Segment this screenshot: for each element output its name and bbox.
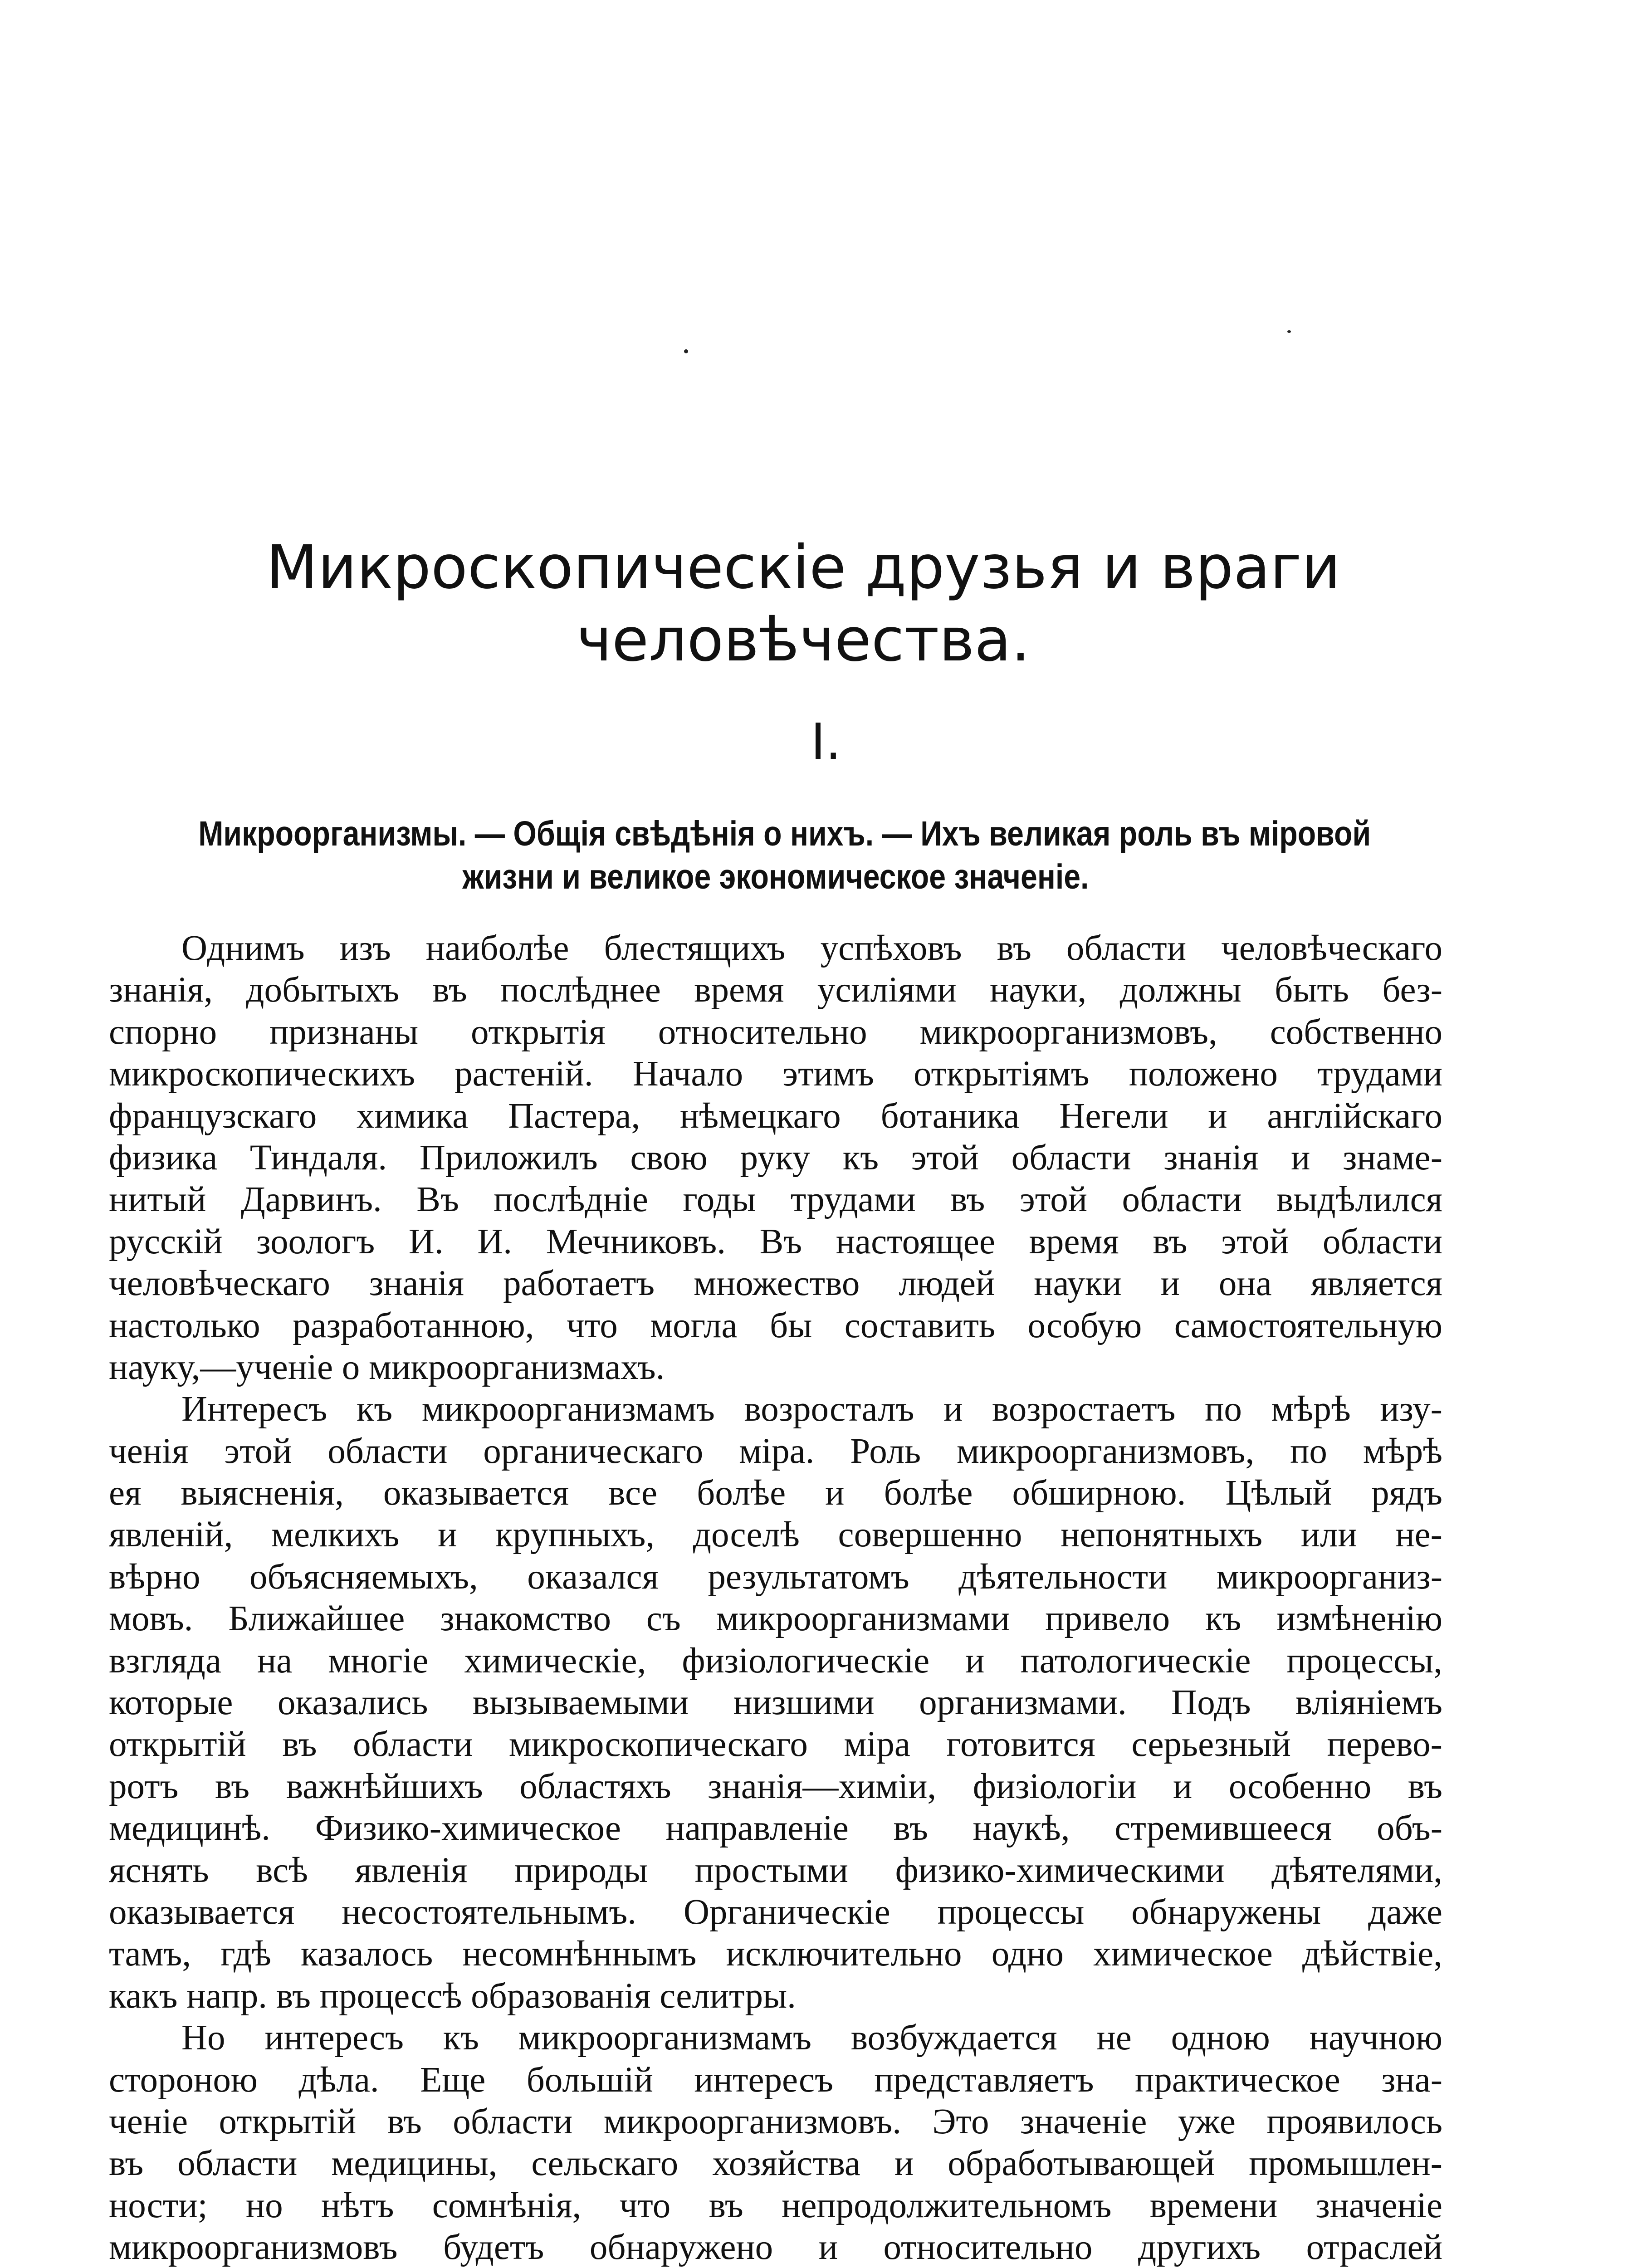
page-title-line-1: Микроскопическіе друзья и враги (266, 533, 1341, 602)
body-line: стороною дѣла. Еще большій интересъ представляетъ практическое зна- (109, 2060, 1442, 2100)
body-line: ченіе открытій въ области микроорганизмовъ. Это значеніе уже проявилось (109, 2102, 1442, 2141)
chapter-number: I. (811, 713, 841, 771)
chapter-summary-line-2: жизни и великое экономическое значеніе. (462, 857, 1089, 896)
body-line: микроорганизмовъ будетъ обнаружено и относительно другихъ отраслей (109, 2228, 1442, 2268)
body-line: какъ напр. въ процессѣ образованія селитры. (109, 1976, 796, 2016)
body-line: ченія этой области органическаго міра. Роль микроорганизмовъ, по мѣрѣ (109, 1431, 1442, 1471)
body-line: физика Тиндаля. Приложилъ свою руку къ этой области знанія и знаме- (109, 1138, 1442, 1178)
body-line: Но интересъ къ микроорганизмамъ возбуждается не одною научною (181, 2018, 1442, 2058)
body-line: настолько разработанною, что могла бы составить особую самостоятельную (109, 1305, 1442, 1345)
body-line: вѣрно объясняемыхъ, оказался результатомъ дѣятельности микроорганиз- (109, 1557, 1442, 1597)
body-line: нитый Дарвинъ. Въ послѣдніе годы трудами въ этой области выдѣлился (109, 1180, 1442, 1220)
page-title-line-2: человѣчества. (576, 605, 1031, 675)
body-line: открытій въ области микроскопическаго міра готовится серьезный перево- (109, 1725, 1442, 1765)
body-line: яснять всѣ явленія природы простыми физико-химическими дѣятелями, (109, 1850, 1442, 1890)
body-line: спорно признаны открытія относительно микроорганизмовъ, собственно (109, 1012, 1442, 1052)
body-line: тамъ, гдѣ казалось несомнѣннымъ исключительно одно химическое дѣйствіе, (109, 1934, 1442, 1974)
scan-speck (1287, 330, 1291, 333)
body-text (109, 928, 1442, 2268)
body-line: оказывается несостоятельнымъ. Органическіе процессы обнаружены даже (109, 1892, 1442, 1932)
body-line: русскій зоологъ И. И. Мечниковъ. Въ настоящее время въ этой области (109, 1222, 1442, 1261)
body-line: микроскопическихъ растеній. Начало этимъ открытіямъ положено трудами (109, 1054, 1442, 1094)
body-line: въ области медицины, сельскаго хозяйства и обработывающей промышлен- (109, 2144, 1442, 2184)
body-line: человѣческаго знанія работаетъ множество людей науки и она является (109, 1264, 1442, 1304)
body-line: Интересъ къ микроорганизмамъ возросталъ и возростаетъ по мѣрѣ изу- (181, 1389, 1442, 1429)
body-line: явленій, мелкихъ и крупныхъ, доселѣ совершенно непонятныхъ или не- (109, 1515, 1442, 1555)
body-line: знанія, добытыхъ въ послѣднее время усиліями науки, должны быть без- (109, 970, 1442, 1010)
body-line: мовъ. Ближайшее знакомство съ микроорганизмами привело къ измѣненію (109, 1599, 1442, 1639)
scan-speck (684, 349, 688, 353)
body-line: французскаго химика Пастера, нѣмецкаго ботаника Негели и англійскаго (109, 1096, 1442, 1136)
body-line: которые оказались вызываемыми низшими организмами. Подъ вліяніемъ (109, 1683, 1442, 1723)
body-line: ности; но нѣтъ сомнѣнія, что въ непродолжительномъ времени значеніе (109, 2185, 1442, 2225)
chapter-summary-line-1: Микроорганизмы. — Общія свѣдѣнія о нихъ. — Ихъ великая роль въ міровой (198, 814, 1371, 853)
body-line: взгляда на многіе химическіе, физіологическіе и патологическіе процессы, (109, 1641, 1442, 1681)
body-line: Однимъ изъ наиболѣе блестящихъ успѣховъ въ области человѣческаго (181, 929, 1442, 968)
body-line: науку,—ученіе о микроорганизмахъ. (109, 1347, 665, 1387)
body-line: медицинѣ. Физико-химическое направленіе въ наукѣ, стремившееся объ- (109, 1809, 1442, 1848)
body-line: ротъ въ важнѣйшихъ областяхъ знанія—химіи, физіологіи и особенно въ (109, 1766, 1442, 1806)
body-line: ея выясненія, оказывается все болѣе и болѣе обширною. Цѣлый рядъ (109, 1473, 1442, 1513)
